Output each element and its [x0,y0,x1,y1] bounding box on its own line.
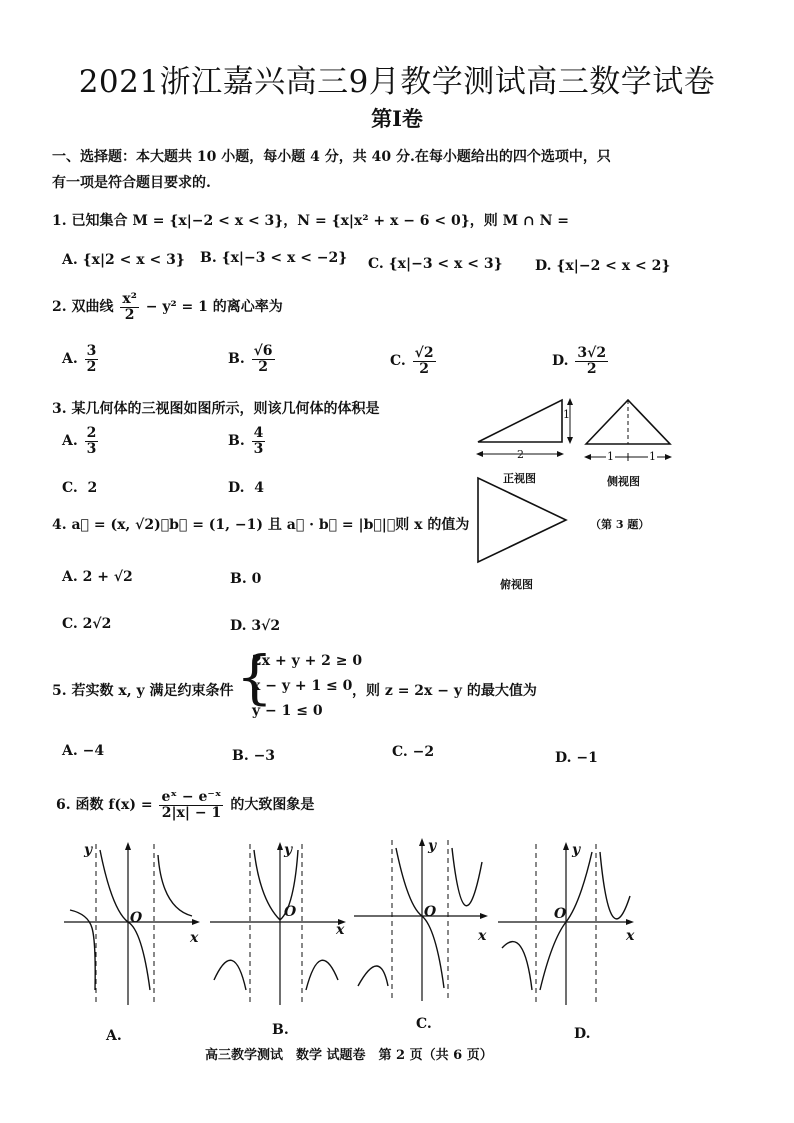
q4-option-d: D. 3√2 [230,618,281,634]
graph-c-x-label: x [478,928,487,944]
q2-option-b: B. $\frac{√6}{2}$ [228,343,273,375]
graph-b-y-label: y [284,842,293,858]
front-height-label: 1 [563,408,570,421]
q2-stem: 2. 双曲线 $\frac{\text{x²}}{2}$ − y² = 1 的离心率为 [52,291,283,323]
graph-c-y-label: y [428,838,437,854]
front-view-triangle [478,400,562,442]
q3-stem: 3. 某几何体的三视图如图所示，则该几何体的体积是 [52,401,380,417]
graph-a-y-label: y [84,842,93,858]
three-view-figure [470,392,680,602]
q4-stem: 4. a⃗ = (x, √2)，b⃗ = (1, −1) 且 a⃗ · b⃗ = |b⃗|，则 x 的值为 [52,517,470,533]
q5-stem-suffix: ，则 z = 2x − y 的最大值为 [352,683,537,699]
q4-option-c: C. 2√2 [62,616,112,632]
q5-constraint-3: y − 1 ≤ 0 [252,703,323,719]
figure-caption: （第 3 题） [590,518,650,531]
q5-constraint-2: x − y + 1 ≤ 0 [252,678,353,694]
q5-option-c: C. −2 [392,744,435,760]
page-title: 2021浙江嘉兴高三9月教学测试高三数学试卷 [78,64,716,100]
q5-stem-prefix: 5. 若实数 x, y 满足约束条件 [52,683,234,699]
q4-option-a: A. 2 + √2 [62,569,133,585]
graph-c-origin: O [424,904,437,920]
q1-option-c: C. {x|−3 < x < 3} [368,256,503,272]
part-title: 第I卷 [371,106,423,131]
q5-option-b: B. −3 [232,748,276,764]
q2-option-d: D. $\frac{3√2}{2}$ [552,345,607,377]
q2-option-a: A. $\frac{3}{2}$ [62,343,97,375]
graph-d-origin: O [554,906,567,922]
graph-c [352,836,492,1006]
side-left-label: 1 [607,450,614,463]
graph-d-label: D. [574,1026,591,1042]
q1-option-a: A. {x|2 < x < 3} [62,252,185,268]
graph-b-x-label: x [336,922,345,938]
side-right-label: 1 [649,450,656,463]
top-view-triangle [478,478,566,562]
q4-option-b: B. 0 [230,571,262,587]
graph-b-origin: O [284,904,297,920]
graph-a-label: A. [106,1028,122,1044]
graph-b [208,840,348,1010]
q1-option-d: D. {x|−2 < x < 2} [535,258,671,274]
graph-a-x-label: x [190,930,199,946]
section-heading: 一、选择题：本大题共 10 小题，每小题 4 分，共 40 分.在每小题给出的四个选项中，只 [52,149,611,165]
graph-b-label: B. [272,1022,289,1038]
q3-option-d: D. 4 [228,480,265,496]
q5-option-a: A. −4 [62,743,105,759]
q3-option-a: A. $\frac{2}{3}$ [62,425,97,457]
q6-stem: 6. 函数 f(x) = $\frac{\text{eˣ − e⁻ˣ}}{2|x| - 1}$ 的大致图象是 [56,789,315,821]
q5-option-d: D. −1 [555,750,598,766]
q5-constraint-1: 2x + y + 2 ≥ 0 [252,653,363,669]
q1-stem: 1. 已知集合 M = {x|−2 < x < 3}，N = {x|x² + x − 6 < 0}，则 M ∩ N = [52,213,570,229]
graph-c-label: C. [416,1016,432,1032]
page-footer: 高三教学测试 数学 试题卷 第 2 页（共 6 页） [205,1048,493,1063]
q2-option-c: C. $\frac{√2}{2}$ [390,345,434,377]
front-width-label: 2 [517,448,524,461]
graph-d-x-label: x [626,928,635,944]
q3-option-b: B. $\frac{4}{3}$ [228,425,264,457]
constraint-brace: { [236,643,273,711]
graph-d-y-label: y [572,842,581,858]
graph-a-origin: O [130,910,143,926]
top-view-label: 俯视图 [500,578,533,591]
side-view-label: 侧视图 [607,475,640,488]
graph-d [496,840,640,1010]
q1-option-b: B. {x|−3 < x < −2} [200,250,348,266]
section-heading-cont: 有一项是符合题目要求的. [52,175,211,191]
front-view-label: 正视图 [503,472,536,485]
q3-option-c: C. 2 [62,480,98,496]
